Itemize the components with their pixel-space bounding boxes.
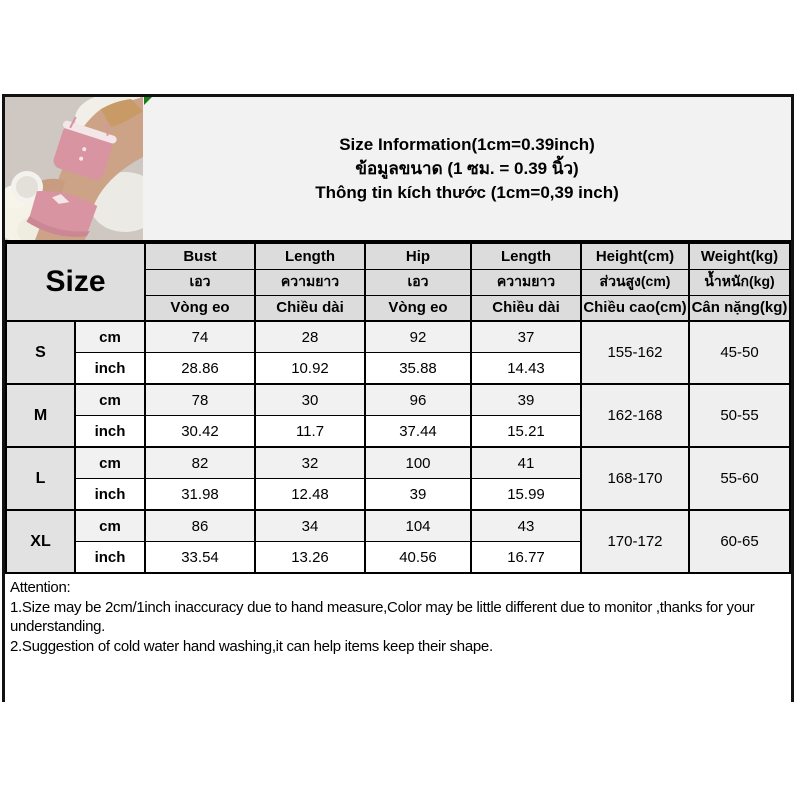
size-label-xl: XL xyxy=(6,510,75,573)
col-header-length2-th: ความยาว xyxy=(471,269,581,295)
weight-range-l: 55-60 xyxy=(689,447,790,510)
size-label-l: L xyxy=(6,447,75,510)
value-cell: 30.42 xyxy=(145,416,255,448)
value-cell: 15.21 xyxy=(471,416,581,448)
value-cell: 104 xyxy=(365,510,471,542)
col-header-bust-en: Bust xyxy=(145,243,255,269)
col-header-length2-en: Length xyxy=(471,243,581,269)
col-header-length-th: ความยาว xyxy=(255,269,365,295)
weight-range-xl: 60-65 xyxy=(689,510,790,573)
unit-inch: inch xyxy=(75,353,145,385)
product-photo xyxy=(5,97,143,240)
col-header-height-en: Height(cm) xyxy=(581,243,689,269)
value-cell: 86 xyxy=(145,510,255,542)
unit-cm: cm xyxy=(75,321,145,353)
weight-range-m: 50-55 xyxy=(689,384,790,447)
title-section xyxy=(5,97,791,242)
value-cell: 30 xyxy=(255,384,365,416)
size-corner-header: Size xyxy=(6,243,145,321)
attention-heading: Attention: xyxy=(10,579,71,596)
value-cell: 10.92 xyxy=(255,353,365,385)
value-cell: 32 xyxy=(255,447,365,479)
value-cell: 41 xyxy=(471,447,581,479)
size-table xyxy=(5,242,791,574)
attention-line-1: 1.Size may be 2cm/1inch inaccuracy due to hand measure,Color may be little different due to monitor ,thanks for your understanding. xyxy=(10,598,755,635)
table-row xyxy=(6,321,790,353)
table-row xyxy=(6,384,790,416)
value-cell: 78 xyxy=(145,384,255,416)
value-cell: 43 xyxy=(471,510,581,542)
value-cell: 37.44 xyxy=(365,416,471,448)
height-range-m: 162-168 xyxy=(581,384,689,447)
unit-cm: cm xyxy=(75,384,145,416)
value-cell: 35.88 xyxy=(365,353,471,385)
height-range-l: 168-170 xyxy=(581,447,689,510)
unit-inch: inch xyxy=(75,416,145,448)
size-label-m: M xyxy=(6,384,75,447)
attention-line-2: 2.Suggestion of cold water hand washing,it can help items keep their shape. xyxy=(10,637,493,655)
value-cell: 37 xyxy=(471,321,581,353)
value-cell: 14.43 xyxy=(471,353,581,385)
cell-marker-icon xyxy=(144,97,152,105)
unit-inch: inch xyxy=(75,479,145,511)
table-row xyxy=(6,510,790,542)
col-header-length-en: Length xyxy=(255,243,365,269)
col-header-weight-vi: Cân nặng(kg) xyxy=(689,295,790,321)
value-cell: 39 xyxy=(365,479,471,511)
title-line-th: ข้อมูลขนาด (1 ซม. = 0.39 นิ้ว) xyxy=(355,158,579,178)
height-range-s: 155-162 xyxy=(581,321,689,384)
value-cell: 31.98 xyxy=(145,479,255,511)
col-header-hip-en: Hip xyxy=(365,243,471,269)
size-information-title xyxy=(143,97,791,240)
value-cell: 28 xyxy=(255,321,365,353)
weight-range-s: 45-50 xyxy=(689,321,790,384)
value-cell: 96 xyxy=(365,384,471,416)
value-cell: 92 xyxy=(365,321,471,353)
unit-cm: cm xyxy=(75,447,145,479)
height-range-xl: 170-172 xyxy=(581,510,689,573)
col-header-bust-th: เอว xyxy=(145,269,255,295)
value-cell: 82 xyxy=(145,447,255,479)
value-cell: 13.26 xyxy=(255,542,365,574)
table-row xyxy=(6,447,790,479)
unit-inch: inch xyxy=(75,542,145,574)
title-line-vi: Thông tin kích thước (1cm=0,39 inch) xyxy=(315,182,619,202)
col-header-height-vi: Chiều cao(cm) xyxy=(581,295,689,321)
attention-notes xyxy=(5,574,791,707)
value-cell: 16.77 xyxy=(471,542,581,574)
col-header-bust-vi: Vòng eo xyxy=(145,295,255,321)
header-row-en xyxy=(6,243,790,269)
col-header-height-th: ส่วนสูง(cm) xyxy=(581,269,689,295)
value-cell: 11.7 xyxy=(255,416,365,448)
unit-cm: cm xyxy=(75,510,145,542)
value-cell: 33.54 xyxy=(145,542,255,574)
value-cell: 12.48 xyxy=(255,479,365,511)
value-cell: 28.86 xyxy=(145,353,255,385)
col-header-hip-vi: Vòng eo xyxy=(365,295,471,321)
col-header-hip-th: เอว xyxy=(365,269,471,295)
value-cell: 39 xyxy=(471,384,581,416)
title-line-en: Size Information(1cm=0.39inch) xyxy=(339,134,595,154)
size-chart-sheet xyxy=(2,94,794,702)
value-cell: 40.56 xyxy=(365,542,471,574)
value-cell: 15.99 xyxy=(471,479,581,511)
value-cell: 100 xyxy=(365,447,471,479)
col-header-weight-th: น้ำหนัก(kg) xyxy=(689,269,790,295)
col-header-length2-vi: Chiều dài xyxy=(471,295,581,321)
value-cell: 74 xyxy=(145,321,255,353)
size-label-s: S xyxy=(6,321,75,384)
col-header-length-vi: Chiều dài xyxy=(255,295,365,321)
col-header-weight-en: Weight(kg) xyxy=(689,243,790,269)
value-cell: 34 xyxy=(255,510,365,542)
